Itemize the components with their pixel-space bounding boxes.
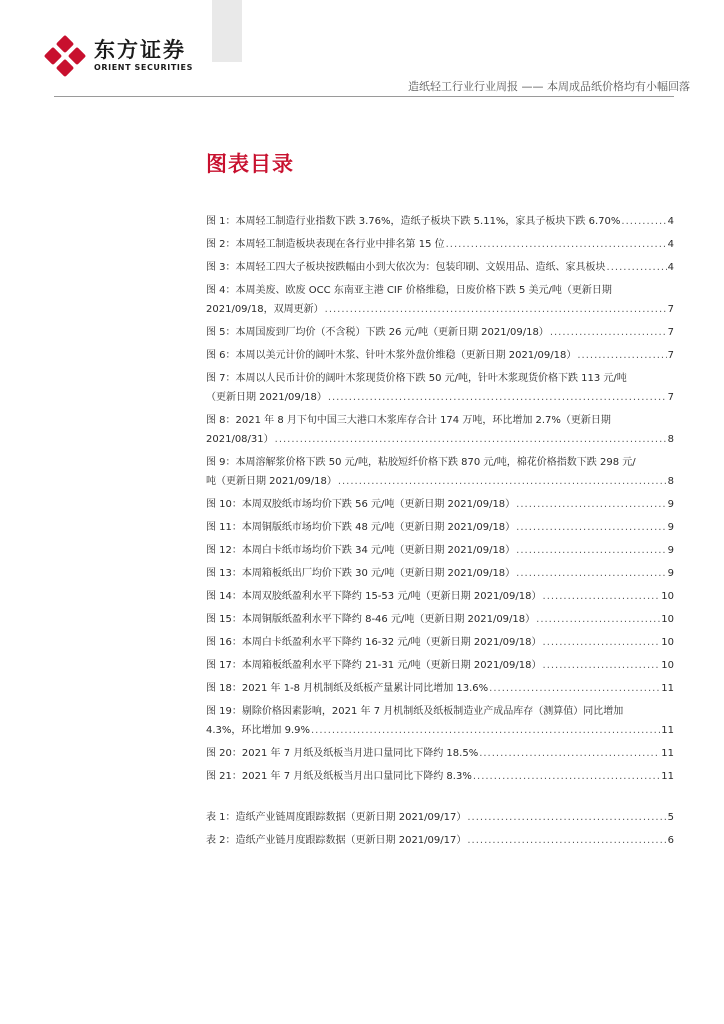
- table-entry-text: 表 1：造纸产业链周度跟踪数据（更新日期 2021/09/17）: [206, 812, 467, 823]
- dot-leader: [550, 321, 667, 344]
- figure-entry[interactable]: [206, 344, 674, 367]
- dot-leader: [328, 388, 667, 407]
- figure-page-number: 11: [661, 748, 674, 759]
- figure-entry[interactable]: [206, 256, 674, 279]
- figure-entry-text: 图 7：本周以人民币计价的阔叶木浆现货价格下跌 50 元/吨，针叶木浆现货价格下跌 113 元/吨: [206, 373, 627, 384]
- figure-entry[interactable]: [206, 210, 674, 233]
- table-toc-list: [206, 806, 674, 852]
- figure-page-number: 4: [667, 216, 674, 227]
- figure-page-number: 9: [667, 499, 674, 510]
- logo-english-name: ORIENT SECURITIES: [94, 63, 193, 72]
- dot-leader: [543, 631, 661, 654]
- figure-page-number: 7: [667, 392, 674, 403]
- figure-entry[interactable]: [206, 279, 674, 321]
- figure-entry-text: 吨（更新日期 2021/09/18）: [206, 476, 337, 487]
- dot-leader: [516, 562, 666, 585]
- figure-entry-text: 图 16：本周白卡纸盈利水平下降约 16-32 元/吨（更新日期 2021/09/18）: [206, 637, 542, 648]
- dot-leader: [325, 300, 667, 319]
- table-entry-text: 表 2：造纸产业链月度跟踪数据（更新日期 2021/09/17）: [206, 835, 467, 846]
- figure-entry-line: [206, 321, 674, 344]
- figure-entry[interactable]: [206, 742, 674, 765]
- figure-entry-text: 图 5：本周国废到厂均价（不含税）下跌 26 元/吨（更新日期 2021/09/18）: [206, 327, 549, 338]
- dot-leader: [467, 829, 666, 852]
- figure-page-number: 11: [661, 725, 674, 736]
- table-entry[interactable]: [206, 829, 674, 852]
- figure-entry-line: [206, 702, 674, 721]
- figure-entry-line: [206, 631, 674, 654]
- report-title: 造纸轻工行业行业周报 —— 本周成品纸价格均有小幅回落: [408, 80, 690, 93]
- figure-entry-line: [206, 210, 674, 233]
- figure-entry-text: 图 13：本周箱板纸出厂均价下跌 30 元/吨（更新日期 2021/09/18）: [206, 568, 516, 579]
- figure-entry-line: [206, 388, 674, 407]
- figure-entry-text: 图 4：本周美废、欧废 OCC 东南亚主港 CIF 价格维稳，日废价格下跌 5 美元/吨（更新日期: [206, 285, 612, 296]
- figure-entry-text: 图 12：本周白卡纸市场均价下跌 34 元/吨（更新日期 2021/09/18）: [206, 545, 516, 556]
- dot-leader: [479, 742, 660, 765]
- figure-entry-line: [206, 677, 674, 700]
- header-divider: [54, 96, 674, 97]
- figure-entry[interactable]: [206, 562, 674, 585]
- figure-entry-text: 图 3：本周轻工四大子板块按跌幅由小到大依次为：包装印刷、文娱用品、造纸、家具板块: [206, 262, 606, 273]
- figure-entry-text: 图 21：2021 年 7 月纸及纸板当月出口量同比下降约 8.3%: [206, 771, 472, 782]
- dot-leader: [311, 721, 660, 740]
- figure-page-number: 10: [661, 614, 674, 625]
- figure-entry-line: [206, 765, 674, 788]
- figure-entry-line: [206, 300, 674, 319]
- figure-entry[interactable]: [206, 765, 674, 788]
- figure-entry[interactable]: [206, 516, 674, 539]
- figure-entry-text: 图 10：本周双胶纸市场均价下跌 56 元/吨（更新日期 2021/09/18）: [206, 499, 516, 510]
- figure-entry[interactable]: [206, 654, 674, 677]
- figure-entry-text: 图 11：本周铜版纸市场均价下跌 48 元/吨（更新日期 2021/09/18）: [206, 522, 516, 533]
- figure-toc-list: [206, 210, 674, 788]
- figure-entry-text: 图 15：本周铜版纸盈利水平下降约 8-46 元/吨（更新日期 2021/09/18）: [206, 614, 536, 625]
- figure-entry-line: [206, 742, 674, 765]
- figure-entry[interactable]: [206, 539, 674, 562]
- figure-page-number: 7: [667, 350, 674, 361]
- dot-leader: [621, 210, 666, 233]
- figure-entry-text: 图 2：本周轻工制造板块表现在各行业中排名第 15 位: [206, 239, 445, 250]
- figure-page-number: 9: [667, 545, 674, 556]
- figure-entry[interactable]: [206, 321, 674, 344]
- figure-page-number: 11: [661, 683, 674, 694]
- figure-entry-text: 图 17：本周箱板纸盈利水平下降约 21-31 元/吨（更新日期 2021/09/18）: [206, 660, 542, 671]
- figure-page-number: 8: [667, 434, 674, 445]
- figure-entry-text: 4.3%，环比增加 9.9%: [206, 725, 310, 736]
- figure-entry-text: 图 20：2021 年 7 月纸及纸板当月进口量同比下降约 18.5%: [206, 748, 479, 759]
- figure-entry-line: [206, 539, 674, 562]
- figure-page-number: 7: [667, 304, 674, 315]
- figure-entry-line: [206, 256, 674, 279]
- figure-entry-line: [206, 721, 674, 740]
- figure-entry-line: [206, 654, 674, 677]
- figure-entry-text: （更新日期 2021/09/18）: [206, 392, 327, 403]
- figure-entry-line: [206, 369, 674, 388]
- figure-entry[interactable]: [206, 631, 674, 654]
- dot-leader: [489, 677, 660, 700]
- figure-entry[interactable]: [206, 493, 674, 516]
- table-entry-line: [206, 806, 674, 829]
- dot-leader: [607, 256, 667, 279]
- figure-page-number: 4: [667, 262, 674, 273]
- figure-entry-line: [206, 585, 674, 608]
- figure-entry[interactable]: [206, 451, 674, 493]
- dot-leader: [446, 233, 667, 256]
- dot-leader: [467, 806, 666, 829]
- figure-entry[interactable]: [206, 233, 674, 256]
- figure-entry-line: [206, 472, 674, 491]
- figure-page-number: 7: [667, 327, 674, 338]
- dot-leader: [536, 608, 660, 631]
- figure-page-number: 10: [661, 660, 674, 671]
- figure-page-number: 9: [667, 568, 674, 579]
- figure-entry-text: 图 1：本周轻工制造行业指数下跌 3.76%，造纸子板块下跌 5.11%，家具子板块下跌 6.70%: [206, 216, 621, 227]
- figure-entry-line: [206, 516, 674, 539]
- figure-entry-text: 图 9：本周溶解浆价格下跌 50 元/吨，粘胶短纤价格下跌 870 元/吨，棉花价格指数下跌 298 元/: [206, 457, 636, 468]
- dot-leader: [275, 430, 667, 449]
- dot-leader: [543, 585, 661, 608]
- dot-leader: [543, 654, 661, 677]
- figure-page-number: 10: [661, 591, 674, 602]
- logo-chinese-name: 东方证券: [94, 38, 186, 62]
- figure-entry[interactable]: [206, 700, 674, 742]
- dot-leader: [516, 493, 666, 516]
- figure-entry-line: [206, 411, 674, 430]
- figure-entry[interactable]: [206, 608, 674, 631]
- company-logo: [44, 32, 214, 80]
- figure-entry-text: 图 6：本周以美元计价的阔叶木浆、针叶木浆外盘价维稳（更新日期 2021/09/18）: [206, 350, 577, 361]
- figure-page-number: 11: [661, 771, 674, 782]
- dot-leader: [577, 344, 666, 367]
- figure-entry-line: [206, 430, 674, 449]
- figure-entry-text: 图 14：本周双胶纸盈利水平下降约 15-53 元/吨（更新日期 2021/09/18）: [206, 591, 542, 602]
- figure-entry-text: 2021/09/18，双周更新）: [206, 304, 324, 315]
- dot-leader: [473, 765, 660, 788]
- figure-entry-text: 2021/08/31）: [206, 434, 274, 445]
- figure-page-number: 10: [661, 637, 674, 648]
- figure-entry-line: [206, 281, 674, 300]
- dot-leader: [516, 539, 666, 562]
- orient-logo-icon: [44, 35, 86, 77]
- figure-page-number: 4: [667, 239, 674, 250]
- figure-entry-line: [206, 453, 674, 472]
- table-entry-line: [206, 829, 674, 852]
- dot-leader: [516, 516, 666, 539]
- figure-entry-text: 图 8：2021 年 8 月下旬中国三大港口木浆库存合计 174 万吨，环比增加 2.7%（更新日期: [206, 415, 611, 426]
- table-page-number: 5: [667, 812, 674, 823]
- figure-entry-line: [206, 608, 674, 631]
- figure-entry-line: [206, 493, 674, 516]
- toc-title: 图表目录: [206, 152, 294, 176]
- dot-leader: [338, 472, 667, 491]
- figure-entry[interactable]: [206, 585, 674, 608]
- table-entry[interactable]: [206, 806, 674, 829]
- figure-page-number: 8: [667, 476, 674, 487]
- figure-entry-line: [206, 344, 674, 367]
- table-page-number: 6: [667, 835, 674, 846]
- figure-entry-line: [206, 562, 674, 585]
- header-gray-band: [212, 0, 242, 62]
- figure-entry-line: [206, 233, 674, 256]
- figure-page-number: 9: [667, 522, 674, 533]
- figure-entry[interactable]: [206, 677, 674, 700]
- figure-entry-text: 图 18：2021 年 1-8 月机制纸及纸板产量累计同比增加 13.6%: [206, 683, 489, 694]
- figure-entry-text: 图 19：剔除价格因素影响，2021 年 7 月机制纸及纸板制造业产成品库存（测算值）同比增加: [206, 706, 624, 717]
- figure-entry[interactable]: [206, 367, 674, 409]
- figure-entry[interactable]: [206, 409, 674, 451]
